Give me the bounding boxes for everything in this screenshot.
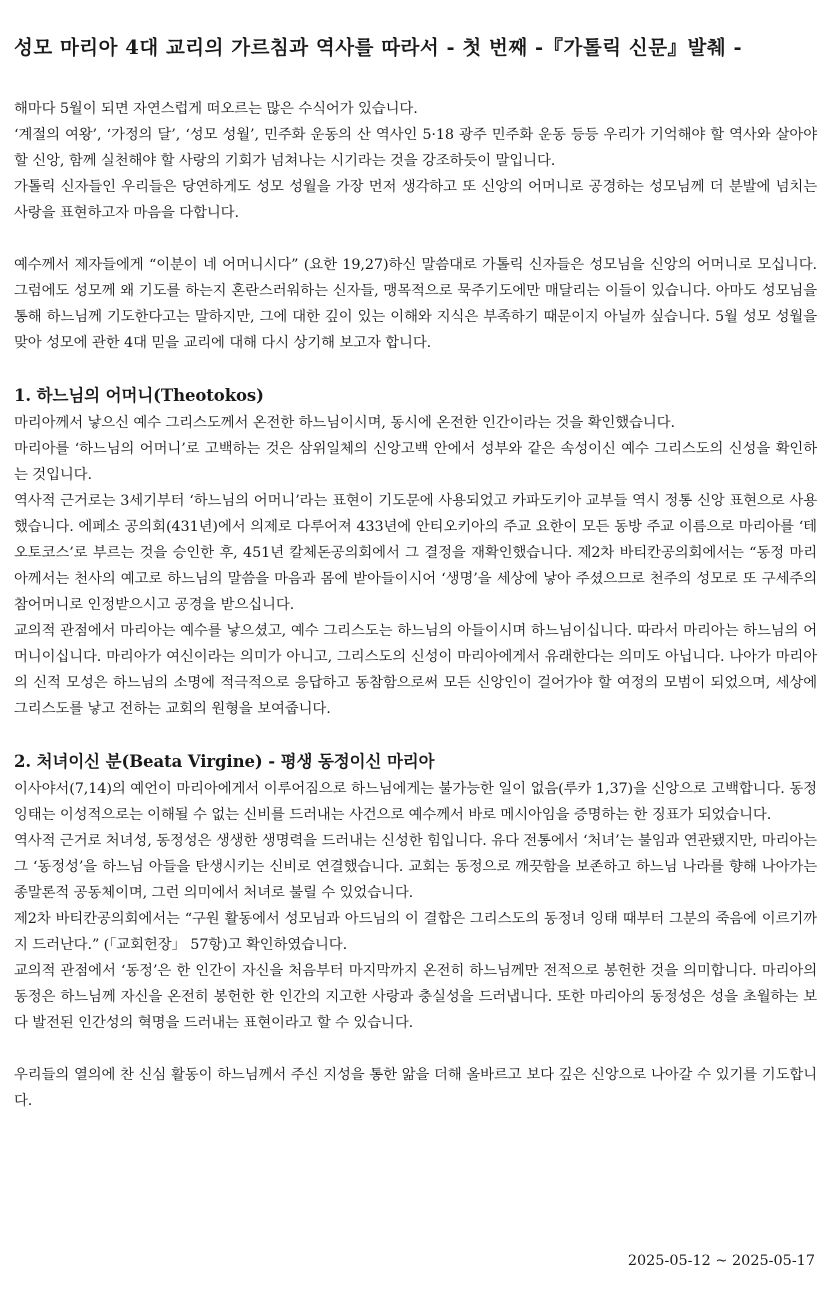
section-1-paragraph-1: 마리아께서 낳으신 예수 그리스도께서 온전한 하느님이시며, 동시에 온전한 인간이라는 것을 확인했습니다. (14, 415, 675, 431)
section-2-paragraph-2: 역사적 근거로 처녀성, 동정성은 생생한 생명력을 드러내는 신성한 힘입니다. 유다 전통에서 ‘처녀’는 불임과 연관됐지만, 마리아는 그 ‘동정성’을 하느님 아들을 탄생시키는 신비로 연결했습니다. 교회는 동정으로 깨끗함을 보존하고 하느님 나라를 향해 나아가는 종말론적 공동체이며, 그런 의미에서 처녀로 불릴 수 있었습니다. (14, 833, 817, 901)
section-2-paragraph-4: 교의적 관점에서 ‘동정’은 한 인간이 자신을 처음부터 마지막까지 온전히 하느님께만 전적으로 봉헌한 것을 의미합니다. 마리아의 동정은 하느님께 자신을 온전히 봉헌한 한 인간의 지고한 사랑과 충실성을 드러냅니다. 또한 마리아의 동정성은 성을 초월하는 보다 발전된 인간성의 혁명을 드러내는 표현이라고 할 수 있습니다. (14, 963, 817, 1031)
intro-paragraph-3: 가톨릭 신자들인 우리들은 당연하게도 성모 성월을 가장 먼저 생각하고 또 신앙의 어머니로 공경하는 성모님께 더 분발에 넘치는 사랑을 표현하고자 마음을 다합니다. (14, 179, 817, 221)
section-1-paragraph-2: 마리아를 ‘하느님의 어머니’로 고백하는 것은 삼위일체의 신앙고백 안에서 성부와 같은 속성이신 예수 그리스도의 신성을 확인하는 것입니다. (14, 441, 817, 483)
intro-paragraph-2: ‘계절의 여왕’, ‘가정의 달’, ‘성모 성월’, 민주화 운동의 산 역사인 5·18 광주 민주화 운동 등등 우리가 기억해야 할 역사와 살아야 할 신앙, 함께 실천해야 할 사랑의 기회가 넘쳐나는 시기라는 것을 강조하듯이 말입니다. (14, 127, 817, 169)
section-heading-virgin: 2. 처녀이신 분(Beata Virgine) - 평생 동정이신 마리아 (14, 752, 435, 771)
spacer (14, 722, 817, 748)
spacer (14, 356, 817, 382)
spacer (14, 226, 817, 252)
section-1-paragraph-3: 역사적 근거로는 3세기부터 ‘하느님의 어머니’라는 표현이 기도문에 사용되었고 카파도키아 교부들 역시 정통 신앙 표현으로 사용했습니다. 에페소 공의회(431년)에서 의제로 다루어져 433년에 안티오키아의 주교 요한이 모든 동방 주교 이름으로 마리아를 ‘테오토코스’로 부르는 것을 승인한 후, 451년 칼체돈공의회에서 그 결정을 재확인했습니다. 제2차 바티칸공의회에서는 “동정 마리아께서는 천사의 예고로 하느님의 말씀을 마음과 몸에 받아들이시어 ‘생명’을 세상에 낳아 주셨으므로 천주의 성모로 또 구세주의 참어머니로 인정받으시고 공경을 받으십니다. (14, 493, 817, 613)
spacer (14, 1036, 817, 1062)
preface-paragraph: 예수께서 제자들에게 “이분이 네 어머니시다” (요한 19,27)하신 말씀대로 가톨릭 신자들은 성모님을 신앙의 어머니로 모십니다. 그럼에도 성모께 왜 기도를 하는지 혼란스러워하는 신자들, 맹목적으로 묵주기도에만 매달리는 이들이 있습니다. 아마도 성모님을 통해 하느님께 기도한다고는 말하지만, 그에 대한 깊이 있는 이해와 지식은 부족하기 때문이지 아닐까 싶습니다. 5월 성모 성월을 맞아 성모에 관한 4대 믿을 교리에 대해 다시 상기해 보고자 합니다. (14, 257, 817, 351)
date-range: 2025-05-12 ~ 2025-05-17 (627, 1253, 815, 1269)
intro-paragraph-1: 해마다 5월이 되면 자연스럽게 떠오르는 많은 수식어가 있습니다. (14, 101, 418, 117)
section-heading-theotokos: 1. 하느님의 어머니(Theotokos) (14, 386, 264, 405)
section-2-paragraph-1: 이사야서(7,14)의 예언이 마리아에게서 이루어짐으로 하느님에게는 불가능한 일이 없음(루카 1,37)을 신앙으로 고백합니다. 동정 잉태는 이성적으로는 이해될 수 없는 신비를 드러내는 사건으로 예수께서 바로 메시아임을 증명하는 한 징표가 되었습니다. (14, 781, 817, 823)
document-title: 성모 마리아 4대 교리의 가르침과 역사를 따라서 - 첫 번째 -『가톨릭 신문』발췌 - (14, 36, 743, 59)
closing-paragraph: 우리들의 열의에 찬 신심 활동이 하느님께서 주신 지성을 통한 앎을 더해 올바르고 보다 깊은 신앙으로 나아갈 수 있기를 기도합니다. (14, 1067, 817, 1109)
section-1-paragraph-4: 교의적 관점에서 마리아는 예수를 낳으셨고, 예수 그리스도는 하느님의 아들이시며 하느님이십니다. 따라서 마리아는 하느님의 어머니이십니다. 마리아가 여신이라는 의미가 아니고, 그리스도의 신성이 마리아에게서 유래한다는 의미도 아닙니다. 나아가 마리아의 신적 모성은 하느님의 소명에 적극적으로 응답하고 동참함으로써 모든 신앙인이 걸어가야 할 여정의 모범이 되었으며, 세상에 그리스도를 낳고 전하는 교회의 원형을 보여줍니다. (14, 623, 817, 717)
section-2-paragraph-3: 제2차 바티칸공의회에서는 “구원 활동에서 성모님과 아드님의 이 결합은 그리스도의 동정녀 잉태 때부터 그분의 죽음에 이르기까지 드러난다.” (「교회헌장」 57항)고 확인하였습니다. (14, 911, 817, 953)
document-body (14, 96, 817, 1114)
